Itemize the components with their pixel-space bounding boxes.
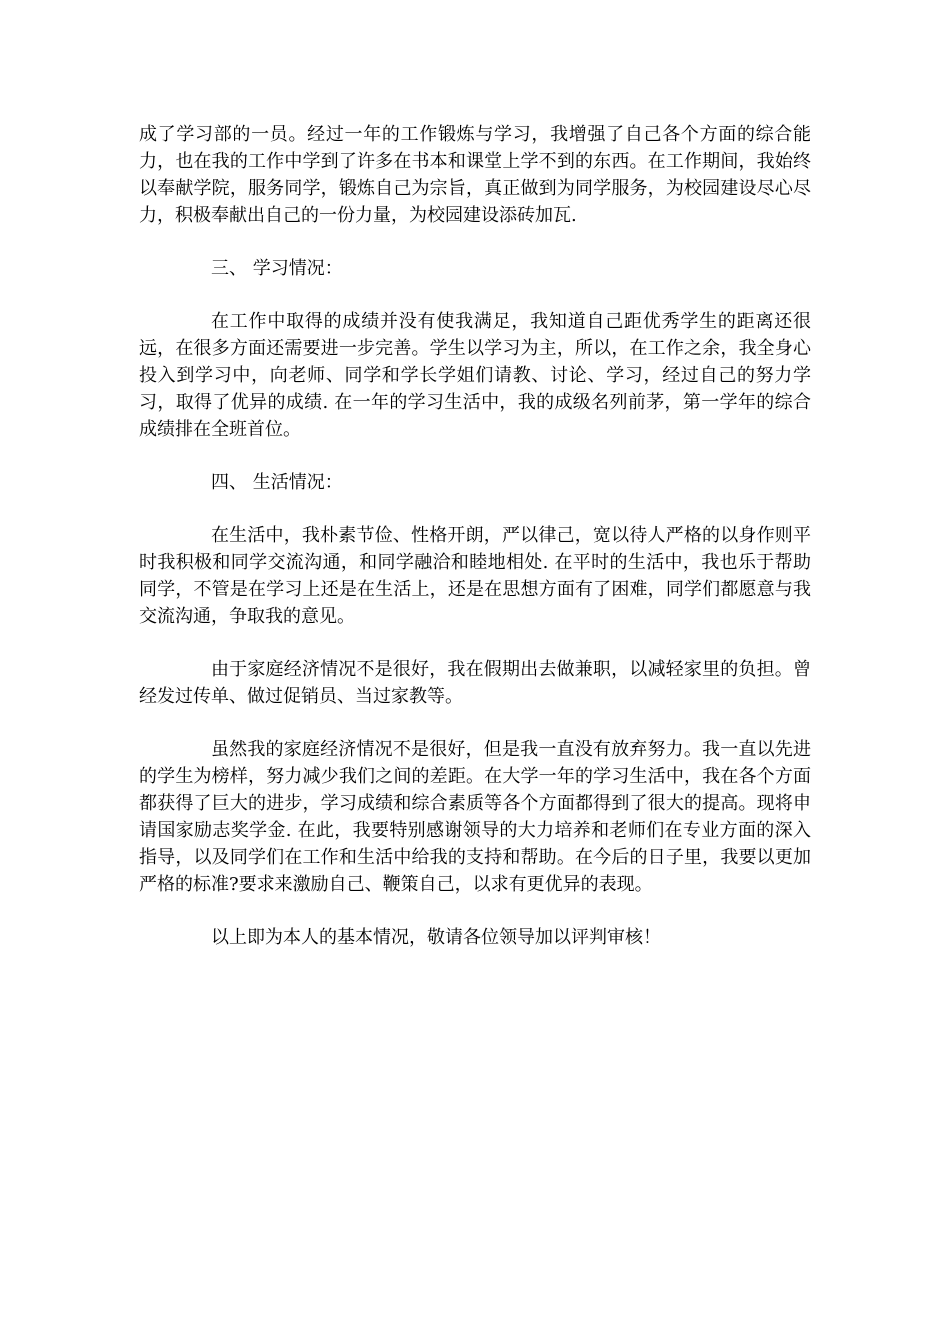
paragraph-closing: 以上即为本人的基本情况，敬请各位领导加以评判审核！	[211, 927, 661, 948]
section-heading-life: 四、 生活情况：	[211, 472, 343, 493]
paragraph-life: 在生活中，我朴素节俭、性格开朗，严以律己，宽以待人严格的以身作则平时我积极和同学交流沟通，和同学融洽和睦地相处. 在平时的生活中，我也乐于帮助同学，不管是在学习上还是在生活上，还是在思想方面有了困难，同学们都愿意与我交流沟通，争取我的意见。	[139, 525, 811, 627]
paragraph-scholarship-application: 虽然我的家庭经济情况不是很好，但是我一直没有放弃努力。我一直以先进的学生为榜样，努力减少我们之间的差距。在大学一年的学习生活中，我在各个方面都获得了巨大的进步，学习成绩和综合素质等各个方面都得到了很大的提高。现将申请国家励志奖学金. 在此，我要特别感谢领导的大力培养和老师们在专业方面的深入指导，以及同学们在工作和生活中给我的支持和帮助。在今后的日子里，我要以更加严格的标准?要求来激励自己、鞭策自己，以求有更优异的表现。	[139, 739, 811, 895]
paragraph-family-economy: 由于家庭经济情况不是很好，我在假期出去做兼职，以减轻家里的负担。曾经发过传单、做过促销员、当过家教等。	[139, 659, 811, 707]
section-heading-study: 三、 学习情况：	[211, 258, 343, 279]
paragraph-study: 在工作中取得的成绩并没有使我满足，我知道自己距优秀学生的距离还很远，在很多方面还需要进一步完善。学生以学习为主，所以，在工作之余，我全身心投入到学习中，向老师、同学和学长学姐们请教、讨论、学习，经过自己的努力学习，取得了优异的成绩. 在一年的学习生活中，我的成级名列前茅，第一学年的综合成绩排在全班首位。	[139, 311, 811, 440]
document-body	[139, 121, 811, 977]
paragraph-student-union-work: 成了学习部的一员。经过一年的工作锻炼与学习，我增强了自己各个方面的综合能力，也在我的工作中学到了许多在书本和课堂上学不到的东西。在工作期间，我始终以奉献学院，服务同学，锻炼自己为宗旨，真正做到为同学服务，为校园建设尽心尽力，积极奉献出自己的一份力量，为校园建设添砖加瓦.	[139, 124, 811, 226]
